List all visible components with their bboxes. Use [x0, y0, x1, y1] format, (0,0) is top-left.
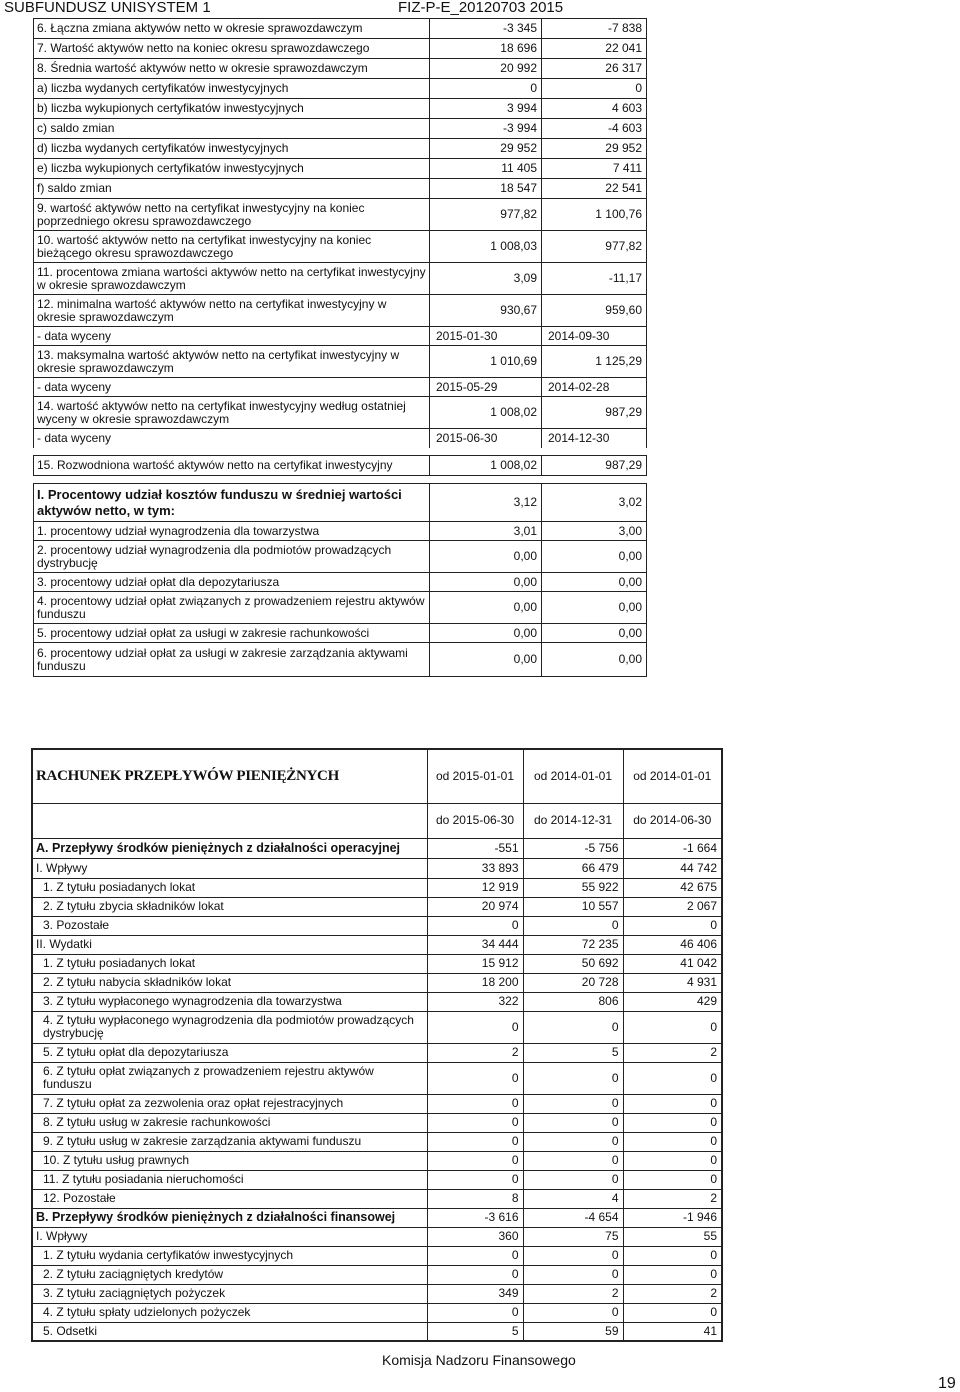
- row-value: 0: [623, 1151, 722, 1170]
- row-label: 1. Z tytułu posiadanych lokat: [32, 954, 427, 973]
- table-row: [32, 1151, 722, 1170]
- row-value: 2014-02-28: [542, 378, 647, 397]
- table-row: [32, 858, 722, 878]
- header-fund-name: SUBFUNDUSZ UNISYSTEM 1: [4, 0, 211, 16]
- row-label: 12. minimalna wartość aktywów netto na certyfikat inwestycyjny w okresie sprawozdawczym: [34, 295, 430, 327]
- period-from-2: od 2014-01-01: [523, 749, 623, 803]
- row-value: 0: [427, 1011, 523, 1043]
- row-label: 4. Z tytułu spłaty udzielonych pożyczek: [32, 1303, 427, 1322]
- row-value: 0,00: [430, 541, 542, 573]
- table-row: [32, 878, 722, 897]
- cash-flow-table: [31, 748, 723, 1342]
- table-row: [32, 935, 722, 954]
- row-value: 4 931: [623, 973, 722, 992]
- row-label: 3. Pozostałe: [32, 916, 427, 935]
- row-value: 66 479: [523, 858, 623, 878]
- row-value: 5: [523, 1043, 623, 1062]
- row-value: 977,82: [430, 199, 542, 231]
- row-label: B. Przepływy środków pieniężnych z działalności finansowej: [32, 1208, 427, 1227]
- table-row: [34, 119, 647, 139]
- table-row: [34, 179, 647, 199]
- row-value: 959,60: [542, 295, 647, 327]
- row-label: A. Przepływy środków pieniężnych z działalności operacyjnej: [32, 838, 427, 858]
- row-value: 20 992: [430, 59, 542, 79]
- row-label: II. Wydatki: [32, 935, 427, 954]
- row-value: 41: [623, 1322, 722, 1341]
- period-from-1: od 2015-01-01: [427, 749, 523, 803]
- row-value: 0,00: [542, 624, 647, 643]
- table-row: [34, 79, 647, 99]
- row-value: 2015-05-29: [430, 378, 542, 397]
- table-row: [32, 897, 722, 916]
- row-value: 0: [623, 1094, 722, 1113]
- table-row: [34, 541, 647, 573]
- row-value: 2014-12-30: [542, 429, 647, 448]
- row-label: 4. procentowy udział opłat związanych z prowadzeniem rejestru aktywów funduszu: [34, 592, 430, 624]
- row-label: 15. Rozwodniona wartość aktywów netto na certyfikat inwestycyjny: [34, 456, 430, 476]
- row-value: 2: [623, 1189, 722, 1208]
- row-label: 4. Z tytułu wypłaconego wynagrodzenia dla podmiotów prowadzących dystrybucję: [32, 1011, 427, 1043]
- net-assets-table: [33, 18, 647, 677]
- row-label: e) liczba wykupionych certyfikatów inwestycyjnych: [34, 159, 430, 179]
- row-value: 18 200: [427, 973, 523, 992]
- row-value: 29 952: [430, 139, 542, 159]
- table-row: [34, 231, 647, 263]
- table-row: [34, 327, 647, 346]
- row-value: 0: [427, 1062, 523, 1094]
- row-value: 0: [427, 916, 523, 935]
- row-value: -4 603: [542, 119, 647, 139]
- row-label: 11. procentowa zmiana wartości aktywów netto na certyfikat inwestycyjny w okresie sprawozdawczym: [34, 263, 430, 295]
- row-value: 41 042: [623, 954, 722, 973]
- row-value: 5: [427, 1322, 523, 1341]
- row-value: -3 616: [427, 1208, 523, 1227]
- row-label: c) saldo zmian: [34, 119, 430, 139]
- table-row: [34, 295, 647, 327]
- row-value: -7 838: [542, 19, 647, 39]
- table-row: [34, 624, 647, 643]
- footer-knf: Komisja Nadzoru Finansowego: [382, 1352, 576, 1368]
- row-value: 0,00: [542, 643, 647, 677]
- cash-flow-title: RACHUNEK PRZEPŁYWÓW PIENIĘŻNYCH: [32, 749, 427, 803]
- table-row: [34, 397, 647, 429]
- table-row: [34, 263, 647, 295]
- cash-flow-header-row-2: [32, 803, 722, 838]
- table-row: [32, 954, 722, 973]
- row-value: 0: [523, 1303, 623, 1322]
- row-value: 806: [523, 992, 623, 1011]
- row-value: 4: [523, 1189, 623, 1208]
- row-label: 8. Średnia wartość aktywów netto w okresie sprawozdawczym: [34, 59, 430, 79]
- page-header: [0, 0, 960, 16]
- row-value: 0: [523, 1265, 623, 1284]
- period-to-3: do 2014-06-30: [623, 803, 722, 838]
- row-label: 6. Z tytułu opłat związanych z prowadzeniem rejestru aktywów funduszu: [32, 1062, 427, 1094]
- table-row: [34, 346, 647, 378]
- row-value: 0: [427, 1151, 523, 1170]
- period-to-1: do 2015-06-30: [427, 803, 523, 838]
- row-value: 20 728: [523, 973, 623, 992]
- row-value: 977,82: [542, 231, 647, 263]
- row-value: 3,00: [542, 522, 647, 541]
- row-label: 7. Wartość aktywów netto na koniec okresu sprawozdawczego: [34, 39, 430, 59]
- spacer-row: [34, 476, 647, 484]
- row-value: 20 974: [427, 897, 523, 916]
- table-row: [34, 39, 647, 59]
- row-value: 1 008,02: [430, 397, 542, 429]
- row-value: 0: [623, 916, 722, 935]
- row-value: 0: [542, 79, 647, 99]
- table-row: [34, 592, 647, 624]
- row-label: b) liczba wykupionych certyfikatów inwestycyjnych: [34, 99, 430, 119]
- row-value: 2: [427, 1043, 523, 1062]
- row-value: 50 692: [523, 954, 623, 973]
- table-row: [34, 643, 647, 677]
- row-value: 0: [523, 1011, 623, 1043]
- table-row: [34, 429, 647, 448]
- table-row: [32, 1113, 722, 1132]
- row-label: 3. Z tytułu wypłaconego wynagrodzenia dla towarzystwa: [32, 992, 427, 1011]
- row-label: 14. wartość aktywów netto na certyfikat inwestycyjny według ostatniej wyceny w okresie sprawozdawczym: [34, 397, 430, 429]
- row-value: 0: [427, 1170, 523, 1189]
- row-label: a) liczba wydanych certyfikatów inwestycyjnych: [34, 79, 430, 99]
- table-row: [32, 1094, 722, 1113]
- row-label: 1. Z tytułu posiadanych lokat: [32, 878, 427, 897]
- row-value: 0: [623, 1113, 722, 1132]
- row-label: 7. Z tytułu opłat za zezwolenia oraz opłat rejestracyjnych: [32, 1094, 427, 1113]
- row-value: 0: [430, 79, 542, 99]
- table-row: [32, 1132, 722, 1151]
- row-value: 429: [623, 992, 722, 1011]
- row-value: 0,00: [542, 573, 647, 592]
- table-row: [32, 1043, 722, 1062]
- row-value: 3,09: [430, 263, 542, 295]
- row-value: 3 994: [430, 99, 542, 119]
- row-label: 1. procentowy udział wynagrodzenia dla towarzystwa: [34, 522, 430, 541]
- row-label: d) liczba wydanych certyfikatów inwestycyjnych: [34, 139, 430, 159]
- row-label: 12. Pozostałe: [32, 1189, 427, 1208]
- row-value: 55 922: [523, 878, 623, 897]
- row-value: -3 994: [430, 119, 542, 139]
- table-row: [34, 59, 647, 79]
- table-row: [34, 573, 647, 592]
- table-row: [32, 1062, 722, 1094]
- table-row: [34, 484, 647, 522]
- row-label: - data wyceny: [34, 429, 430, 448]
- row-label: I. Wpływy: [32, 1227, 427, 1246]
- row-label: I. Procentowy udział kosztów funduszu w średniej wartości aktywów netto, w tym:: [34, 484, 430, 522]
- row-value: 3,12: [430, 484, 542, 522]
- row-value: 7 411: [542, 159, 647, 179]
- row-value: 0,00: [430, 643, 542, 677]
- row-value: 0: [623, 1303, 722, 1322]
- row-value: -5 756: [523, 838, 623, 858]
- row-label: 2. Z tytułu nabycia składników lokat: [32, 973, 427, 992]
- row-value: 1 010,69: [430, 346, 542, 378]
- row-value: 987,29: [542, 397, 647, 429]
- row-value: 0,00: [430, 592, 542, 624]
- row-value: 0: [427, 1132, 523, 1151]
- row-value: 59: [523, 1322, 623, 1341]
- row-value: 2: [623, 1284, 722, 1303]
- row-value: 0: [523, 1094, 623, 1113]
- row-value: 0: [427, 1094, 523, 1113]
- row-value: 18 696: [430, 39, 542, 59]
- row-value: -551: [427, 838, 523, 858]
- row-value: 12 919: [427, 878, 523, 897]
- table-row: [34, 199, 647, 231]
- row-value: 1 008,03: [430, 231, 542, 263]
- row-value: 3,02: [542, 484, 647, 522]
- table-row: [32, 1246, 722, 1265]
- row-value: 987,29: [542, 456, 647, 476]
- row-value: -11,17: [542, 263, 647, 295]
- row-value: 0: [523, 1132, 623, 1151]
- row-value: 55: [623, 1227, 722, 1246]
- row-value: 0: [427, 1303, 523, 1322]
- row-label: 5. procentowy udział opłat za usługi w zakresie rachunkowości: [34, 624, 430, 643]
- table-row: [32, 1322, 722, 1341]
- table-row: [34, 19, 647, 39]
- table-row: [32, 1011, 722, 1043]
- row-value: 15 912: [427, 954, 523, 973]
- row-value: 2015-01-30: [430, 327, 542, 346]
- period-from-3: od 2014-01-01: [623, 749, 722, 803]
- table-row: [34, 522, 647, 541]
- row-value: 44 742: [623, 858, 722, 878]
- row-label: 10. Z tytułu usług prawnych: [32, 1151, 427, 1170]
- row-value: 0: [623, 1132, 722, 1151]
- row-value: 0: [623, 1011, 722, 1043]
- row-label: 2. procentowy udział wynagrodzenia dla podmiotów prowadzących dystrybucję: [34, 541, 430, 573]
- row-value: 18 547: [430, 179, 542, 199]
- table-row: [32, 916, 722, 935]
- row-value: 0: [523, 1170, 623, 1189]
- row-value: 0,00: [430, 624, 542, 643]
- row-value: -1 946: [623, 1208, 722, 1227]
- row-value: -4 654: [523, 1208, 623, 1227]
- row-value: 22 041: [542, 39, 647, 59]
- row-value: 11 405: [430, 159, 542, 179]
- row-value: 2: [623, 1043, 722, 1062]
- row-value: -3 345: [430, 19, 542, 39]
- row-value: 26 317: [542, 59, 647, 79]
- row-label: 5. Odsetki: [32, 1322, 427, 1341]
- row-value: 33 893: [427, 858, 523, 878]
- row-value: 322: [427, 992, 523, 1011]
- row-label: f) saldo zmian: [34, 179, 430, 199]
- table-row: [32, 1170, 722, 1189]
- table-row: [34, 139, 647, 159]
- row-value: 0: [523, 1151, 623, 1170]
- table-row: [34, 456, 647, 476]
- row-label: 2. Z tytułu zbycia składników lokat: [32, 897, 427, 916]
- row-value: -1 664: [623, 838, 722, 858]
- row-label: 3. procentowy udział opłat dla depozytariusza: [34, 573, 430, 592]
- table-row: [32, 838, 722, 858]
- row-label: 6. Łączna zmiana aktywów netto w okresie sprawozdawczym: [34, 19, 430, 39]
- row-value: 2015-06-30: [430, 429, 542, 448]
- row-label: I. Wpływy: [32, 858, 427, 878]
- row-label: 13. maksymalna wartość aktywów netto na certyfikat inwestycyjny w okresie sprawozdawczym: [34, 346, 430, 378]
- row-label: 8. Z tytułu usług w zakresie rachunkowości: [32, 1113, 427, 1132]
- row-label: 6. procentowy udział opłat za usługi w zakresie zarządzania aktywami funduszu: [34, 643, 430, 677]
- row-value: 8: [427, 1189, 523, 1208]
- row-value: 1 125,29: [542, 346, 647, 378]
- row-label: 5. Z tytułu opłat dla depozytariusza: [32, 1043, 427, 1062]
- row-label: 11. Z tytułu posiadania nieruchomości: [32, 1170, 427, 1189]
- row-label: 9. wartość aktywów netto na certyfikat inwestycyjny na koniec poprzedniego okresu sprawozdawczego: [34, 199, 430, 231]
- row-value: 72 235: [523, 935, 623, 954]
- row-value: 0: [623, 1170, 722, 1189]
- table-row: [32, 992, 722, 1011]
- row-value: 46 406: [623, 935, 722, 954]
- row-value: 1 008,02: [430, 456, 542, 476]
- row-value: 10 557: [523, 897, 623, 916]
- row-value: 0: [523, 1246, 623, 1265]
- table-row: [32, 1284, 722, 1303]
- row-value: 0,00: [542, 541, 647, 573]
- row-value: 0: [427, 1113, 523, 1132]
- row-value: 0: [623, 1062, 722, 1094]
- row-value: 0,00: [542, 592, 647, 624]
- table-row: [32, 973, 722, 992]
- row-label: 10. wartość aktywów netto na certyfikat inwestycyjny na koniec bieżącego okresu sprawozdawczego: [34, 231, 430, 263]
- row-value: 0: [427, 1265, 523, 1284]
- header-document-id: FIZ-P-E_20120703 2015: [398, 0, 564, 16]
- row-value: 360: [427, 1227, 523, 1246]
- row-value: 930,67: [430, 295, 542, 327]
- row-label: - data wyceny: [34, 327, 430, 346]
- table-row: [34, 378, 647, 397]
- row-value: 0: [523, 1113, 623, 1132]
- row-label: 2. Z tytułu zaciągniętych kredytów: [32, 1265, 427, 1284]
- table-row: [32, 1303, 722, 1322]
- row-label: - data wyceny: [34, 378, 430, 397]
- cash-flow-header-row: [32, 749, 722, 803]
- row-label: 3. Z tytułu zaciągniętych pożyczek: [32, 1284, 427, 1303]
- row-value: 349: [427, 1284, 523, 1303]
- row-value: 0: [523, 916, 623, 935]
- table-row: [34, 159, 647, 179]
- table-row: [34, 99, 647, 119]
- table-row: [32, 1227, 722, 1246]
- row-value: 1 100,76: [542, 199, 647, 231]
- row-value: 34 444: [427, 935, 523, 954]
- row-value: 0: [623, 1246, 722, 1265]
- row-value: 29 952: [542, 139, 647, 159]
- period-to-2: do 2014-12-31: [523, 803, 623, 838]
- table-row: [32, 1208, 722, 1227]
- table-row: [32, 1189, 722, 1208]
- row-value: 0,00: [430, 573, 542, 592]
- row-value: 2014-09-30: [542, 327, 647, 346]
- row-label: 9. Z tytułu usług w zakresie zarządzania aktywami funduszu: [32, 1132, 427, 1151]
- row-value: 2 067: [623, 897, 722, 916]
- row-value: 0: [623, 1265, 722, 1284]
- row-value: 0: [523, 1062, 623, 1094]
- row-value: 2: [523, 1284, 623, 1303]
- row-value: 75: [523, 1227, 623, 1246]
- row-value: 4 603: [542, 99, 647, 119]
- row-value: 42 675: [623, 878, 722, 897]
- page-number: 19: [938, 1375, 956, 1392]
- table-row: [32, 1265, 722, 1284]
- row-value: 0: [427, 1246, 523, 1265]
- spacer-row: [34, 448, 647, 456]
- row-value: 3,01: [430, 522, 542, 541]
- row-label: 1. Z tytułu wydania certyfikatów inwestycyjnych: [32, 1246, 427, 1265]
- row-value: 22 541: [542, 179, 647, 199]
